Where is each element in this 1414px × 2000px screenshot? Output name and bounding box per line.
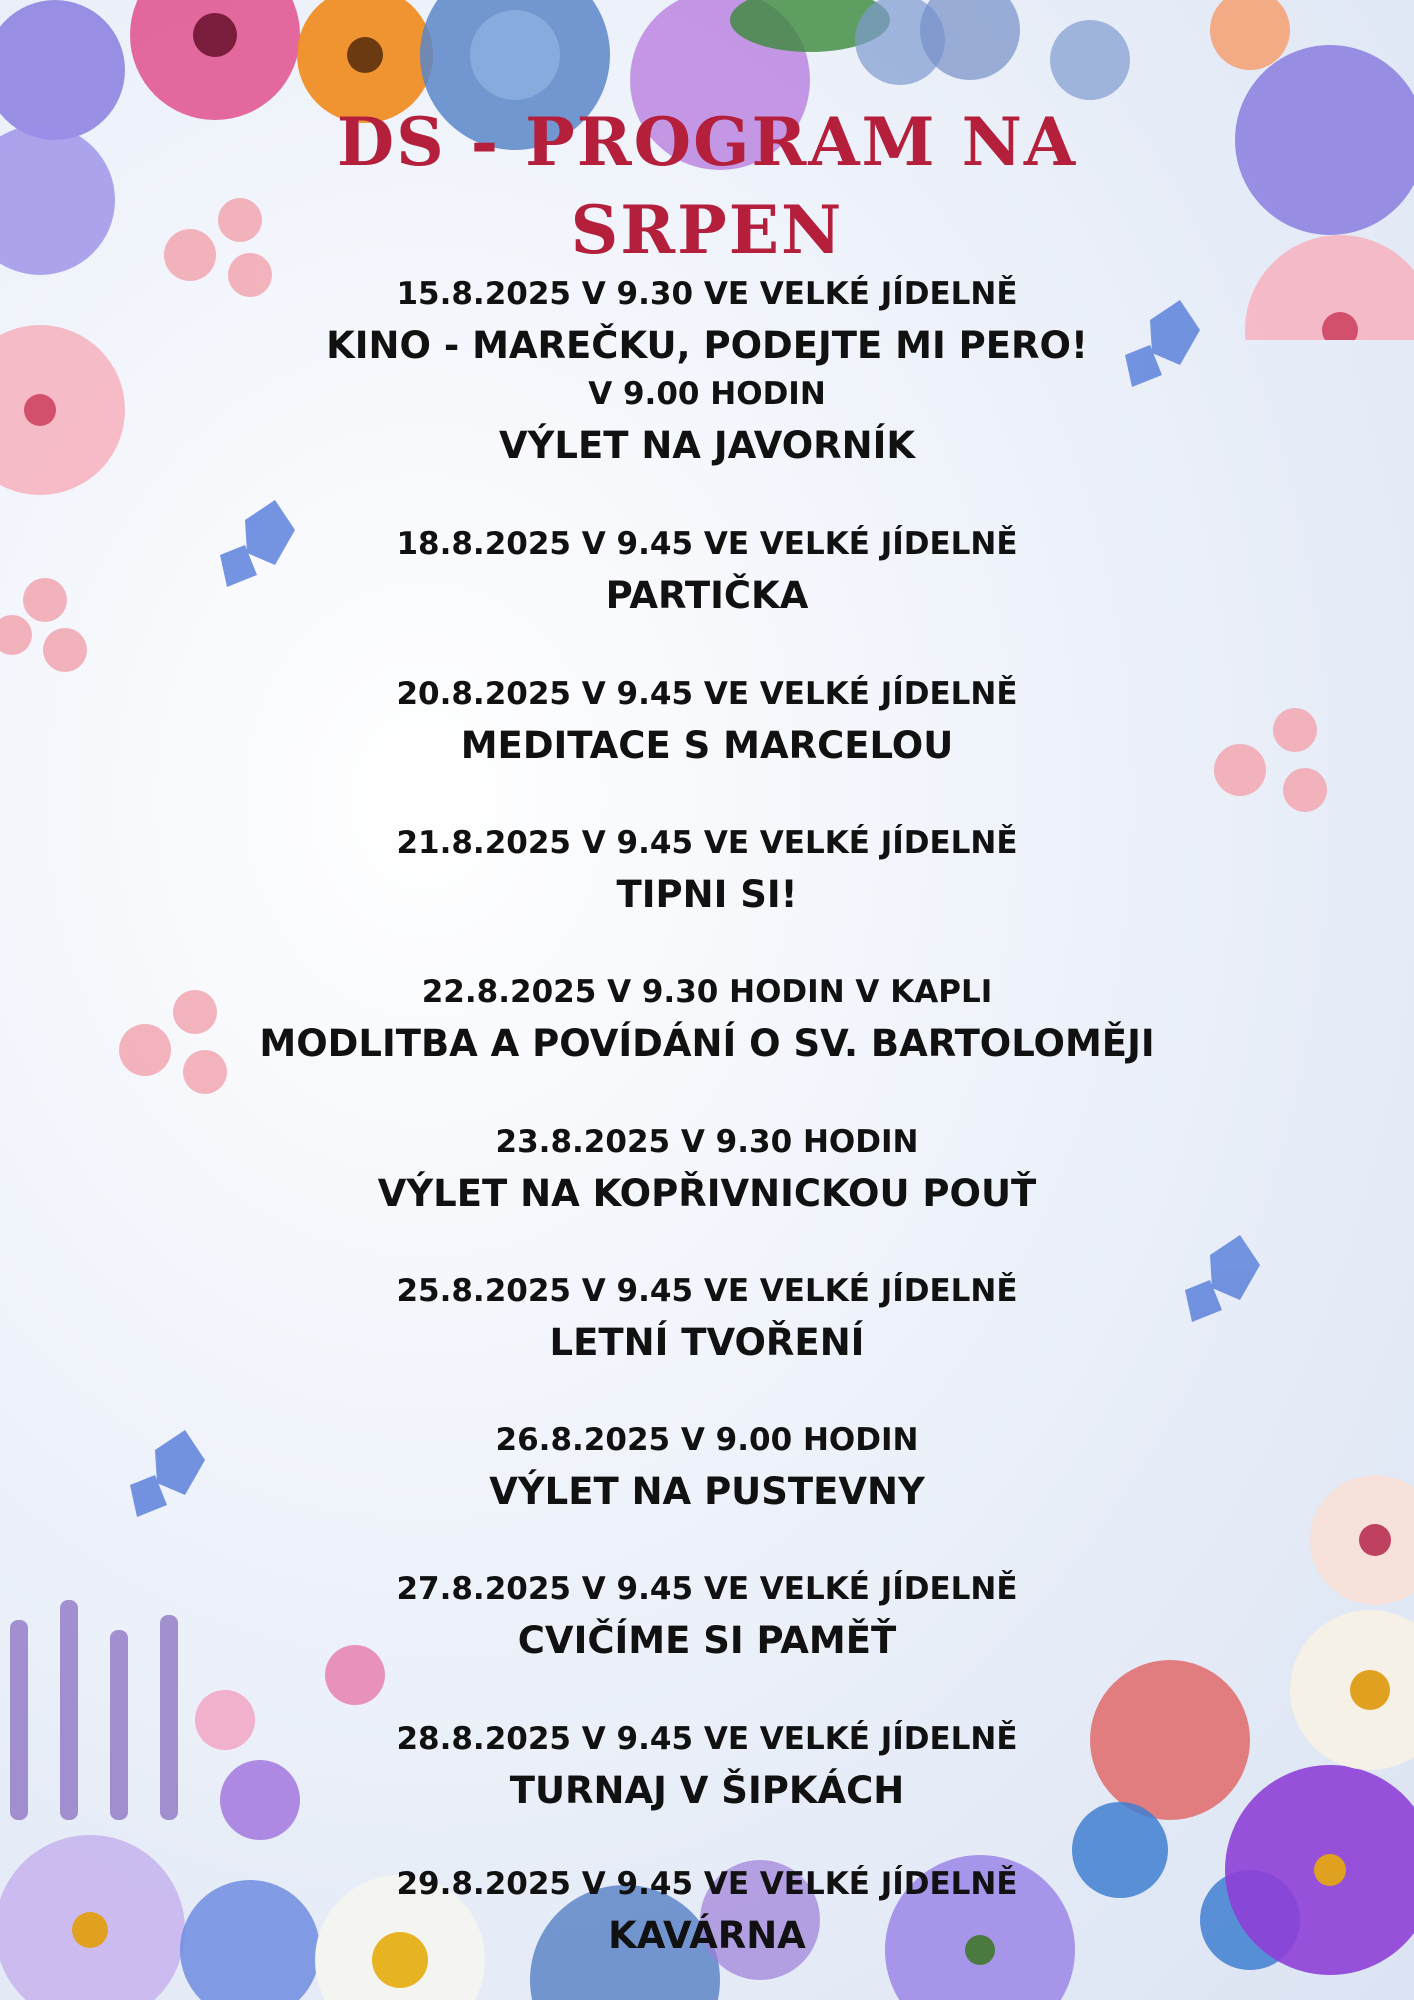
event-time: 25.8.2025 V 9.45 VE VELKÉ JÍDELNĚ [396,1273,1018,1309]
event-name: VÝLET NA KOPŘIVNICKOU POUŤ [377,1172,1037,1215]
event-name: VÝLET NA PUSTEVNY [489,1470,925,1513]
event-time: 21.8.2025 V 9.45 VE VELKÉ JÍDELNĚ [396,825,1018,861]
title-line-2: SRPEN [570,191,844,269]
event-time: 18.8.2025 V 9.45 VE VELKÉ JÍDELNĚ [396,526,1018,562]
event-time: V 9.00 HODIN [588,376,826,412]
event-name: PARTIČKA [605,574,809,617]
event-time: 27.8.2025 V 9.45 VE VELKÉ JÍDELNĚ [396,1571,1018,1607]
event-name: LETNÍ TVOŘENÍ [549,1321,865,1364]
event-name: CVIČÍME SI PAMĚŤ [517,1619,897,1662]
event-time: 23.8.2025 V 9.30 HODIN [495,1124,919,1160]
event-name: MODLITBA A POVÍDÁNÍ O SV. BARTOLOMĚJI [259,1022,1155,1065]
event-time: 20.8.2025 V 9.45 VE VELKÉ JÍDELNĚ [396,676,1018,712]
event-time: 22.8.2025 V 9.30 HODIN V KAPLI [421,974,993,1010]
event-time: 28.8.2025 V 9.45 VE VELKÉ JÍDELNĚ [396,1721,1018,1757]
event-time: 15.8.2025 V 9.30 VE VELKÉ JÍDELNĚ [396,276,1018,312]
event-name: TIPNI SI! [616,873,798,916]
title-line-1: DS - PROGRAM NA [336,103,1078,181]
event-time: 26.8.2025 V 9.00 HODIN [495,1422,919,1458]
event-time: 29.8.2025 V 9.45 VE VELKÉ JÍDELNĚ [396,1866,1018,1902]
event-name: TURNAJ V ŠIPKÁCH [509,1769,905,1812]
event-name: KAVÁRNA [608,1914,806,1957]
event-name: MEDITACE S MARCELOU [460,724,954,767]
event-name: KINO - MAREČKU, PODEJTE MI PERO! [326,324,1088,367]
event-name: VÝLET NA JAVORNÍK [498,424,916,467]
